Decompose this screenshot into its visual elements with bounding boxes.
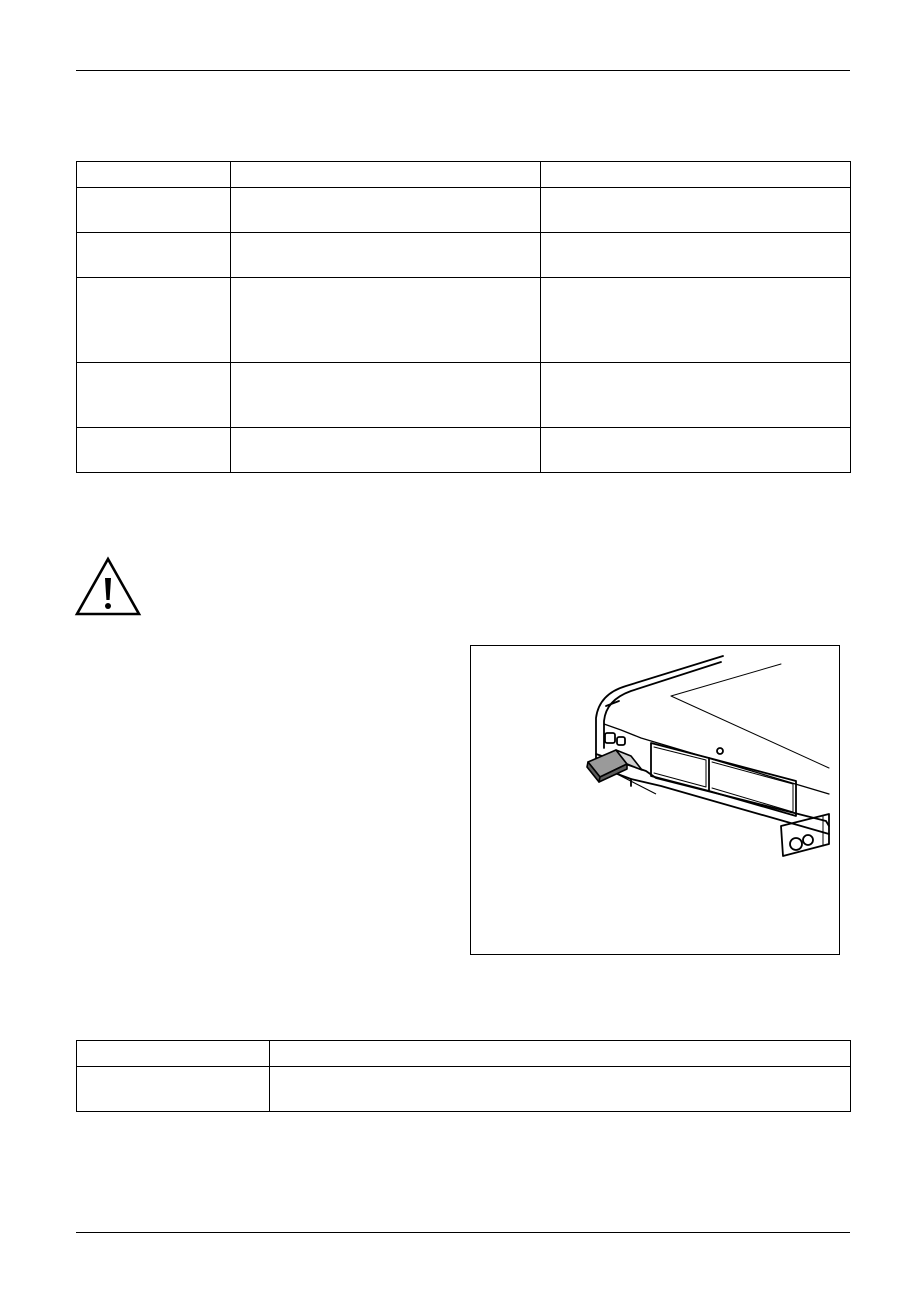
table-cell [231, 188, 541, 233]
table-cell [270, 1041, 851, 1067]
table-row [77, 188, 851, 233]
table-cell [270, 1067, 851, 1112]
table-cell [77, 188, 231, 233]
table-cell [77, 363, 231, 428]
table-cell [541, 363, 851, 428]
table-cell [541, 278, 851, 363]
table-header-row [77, 1041, 851, 1067]
table-cell [77, 428, 231, 473]
table-cell [77, 278, 231, 363]
table-row [77, 1067, 851, 1112]
table-row [77, 233, 851, 278]
table-cell [231, 278, 541, 363]
warning-triangle-icon [74, 556, 142, 618]
table-cell [77, 233, 231, 278]
table-cell [77, 1041, 270, 1067]
table-row [77, 363, 851, 428]
table-cell [541, 188, 851, 233]
ports-table [76, 161, 851, 473]
table-cell [541, 428, 851, 473]
table-cell [231, 363, 541, 428]
table-row [77, 278, 851, 363]
callout-table [76, 1040, 851, 1112]
table-cell [77, 162, 231, 188]
table-cell [541, 233, 851, 278]
tablet-illustration [471, 646, 841, 956]
table-cell [231, 233, 541, 278]
table-cell [231, 162, 541, 188]
footer-rule [76, 1232, 850, 1233]
table-cell [231, 428, 541, 473]
header-rule [76, 70, 850, 71]
table-row [77, 428, 851, 473]
table-header-row [77, 162, 851, 188]
table-cell [77, 1067, 270, 1112]
table-cell [541, 162, 851, 188]
usb-stick-illustration [470, 645, 840, 955]
